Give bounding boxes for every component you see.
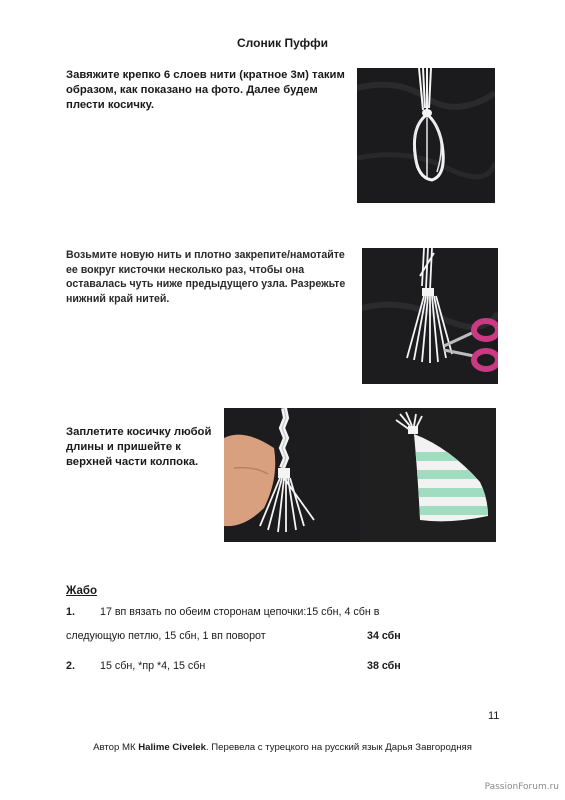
step-2-text: Возьмите новую нить и плотно закрепите/намотайте ее вокруг кисточки несколько раз, чтобы она оставалась чуть ниже предыдущего узла. Разрежьте нижний край нитей. (66, 249, 346, 305)
page-number: 11 (488, 710, 500, 722)
row-1-instruction-line2: следующую петлю, 15 сбн, 1 вп поворот (66, 630, 266, 642)
footer-credit (0, 742, 565, 753)
row-2-number: 2. (66, 660, 75, 672)
row-2-instruction: 15 сбн, *пр *4, 15 сбн (100, 660, 206, 672)
row-1-instruction-line1: 17 вп вязать по обеим сторонам цепочки:15 сбн, 4 сбн в (100, 606, 380, 618)
photo-tassel-scissors (362, 248, 498, 384)
footer-suffix: . Перевела с турецкого на русский язык Дарья Завгородняя (205, 742, 472, 753)
page-title: Слоник Пуффи (237, 36, 328, 50)
row-2-stitch-count: 38 сбн (367, 660, 401, 672)
footer-prefix: Автор МК (93, 742, 139, 753)
watermark: PassionForum.ru (484, 782, 559, 792)
step-1-text: Завяжите крепко 6 слоев нити (кратное 3м) таким образом, как показано на фото. Далее будем плести косичку. (66, 69, 345, 111)
photo-yarn-knot (357, 68, 495, 203)
photo-braid-hand (224, 408, 360, 542)
footer-author: Halime Civelek (138, 742, 206, 753)
photo-striped-hat (360, 408, 496, 542)
step-3-text: Заплетите косичку любой длины и пришейте к верхней части колпока. (66, 426, 212, 468)
section-title: Жабо (66, 585, 98, 597)
row-1-stitch-count: 34 сбн (367, 630, 401, 642)
row-1-number: 1. (66, 606, 75, 618)
